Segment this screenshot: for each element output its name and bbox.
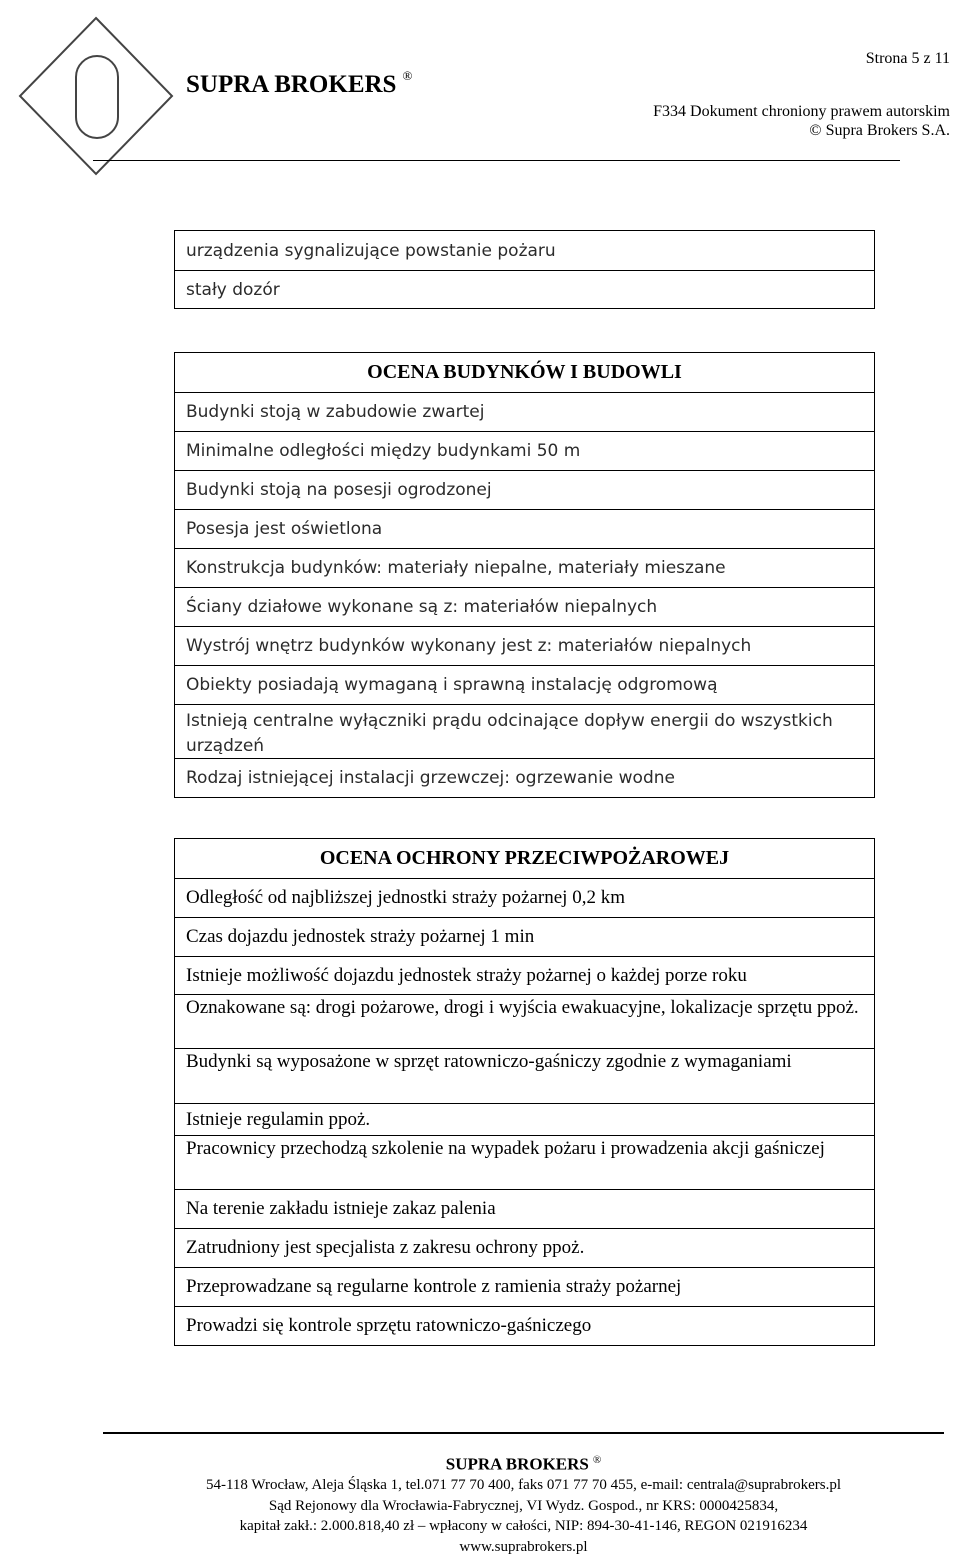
table-row: Istnieje możliwość dojazdu jednostek straży pożarnej o każdej porze roku <box>175 956 874 994</box>
table-row: Zatrudniony jest specjalista z zakresu ochrony ppoż. <box>175 1228 874 1267</box>
page-footer <box>103 1450 944 1557</box>
footer-capital-info: kapitał zakł.: 2.000.818,40 zł – wpłacony w całości, NIP: 894-30-41-146, REGON 021916234 <box>239 1518 808 1535</box>
table-row: Przeprowadzane są regularne kontrole z ramienia straży pożarnej <box>175 1267 874 1306</box>
header-brand: SUPRA BROKERS ® <box>186 68 413 98</box>
table-heading: OCENA BUDYNKÓW I BUDOWLI <box>367 361 682 383</box>
document-info <box>653 102 950 140</box>
table-row: Czas dojazdu jednostek straży pożarnej 1 min <box>175 917 874 956</box>
table-heading: OCENA OCHRONY PRZECIWPOŻAROWEJ <box>319 847 730 869</box>
table-row: Posesja jest oświetlona <box>175 509 874 548</box>
table-row: Pracownicy przechodzą szkolenie na wypadek pożaru i prowadzenia akcji gaśniczej <box>175 1135 874 1189</box>
table-row: Na terenie zakładu istnieje zakaz palenia <box>175 1189 874 1228</box>
table-row: urządzenia sygnalizujące powstanie pożaru <box>186 240 556 261</box>
table-row: Ściany działowe wykonane są z: materiałów niepalnych <box>175 587 874 626</box>
footer-registered-mark: ® <box>592 1454 602 1466</box>
table-row: Budynki są wyposażone w sprzęt ratowniczo-gaśniczy zgodnie z wymaganiami <box>175 1048 874 1103</box>
table-row: Budynki stoją w zabudowie zwartej <box>175 392 874 431</box>
table-row: Istnieje regulamin ppoż. <box>175 1103 874 1135</box>
table-row: Prowadzi się kontrole sprzętu ratowniczo-gaśniczego <box>175 1306 874 1345</box>
table-row: Odległość od najbliższej jednostki straży pożarnej 0,2 km <box>175 878 874 917</box>
fire-protection-table <box>174 838 875 1346</box>
table-row: Oznakowane są: drogi pożarowe, drogi i wyjścia ewakuacyjne, lokalizacje sprzętu ppoż. <box>175 994 874 1048</box>
table-row: Konstrukcja budynków: materiały niepalne, materiały mieszane <box>175 548 874 587</box>
table-row: Minimalne odległości między budynkami 50 m <box>175 431 874 470</box>
table-row: Istnieją centralne wyłączniki prądu odcinające dopływ energii do wszystkich urządzeń <box>175 704 874 758</box>
copyright-notice: © Supra Brokers S.A. <box>809 122 950 139</box>
table-row: Wystrój wnętrz budynków wykonany jest z: materiałów niepalnych <box>175 626 874 665</box>
footer-address: 54-118 Wrocław, Aleja Śląska 1, tel.071 77 70 400, faks 071 77 70 455, e-mail: centrala@suprabrokers.pl <box>205 1477 841 1494</box>
footer-divider <box>103 1432 944 1434</box>
footer-brand: SUPRA BROKERS ® <box>445 1454 602 1474</box>
building-assessment-table <box>174 352 875 798</box>
footer-website[interactable]: www.suprabrokers.pl <box>459 1538 588 1555</box>
company-logo-icon <box>14 12 204 192</box>
document-code: F334 Dokument chroniony prawem autorskim <box>653 103 950 120</box>
table-row: stały dozór <box>175 270 874 308</box>
page-number: Strona 5 z 11 <box>865 50 950 67</box>
footer-court-registration: Sąd Rejonowy dla Wrocławia-Fabrycznej, VI Wydz. Gospod., nr KRS: 0000425834, <box>268 1497 779 1514</box>
registered-mark: ® <box>402 68 413 83</box>
fire-detection-table <box>174 230 875 309</box>
header-divider <box>93 160 900 161</box>
table-row: Obiekty posiadają wymaganą i sprawną instalację odgromową <box>175 665 874 704</box>
table-row: Rodzaj istniejącej instalacji grzewczej: ogrzewanie wodne <box>175 758 874 797</box>
table-row: Budynki stoją na posesji ogrodzonej <box>175 470 874 509</box>
